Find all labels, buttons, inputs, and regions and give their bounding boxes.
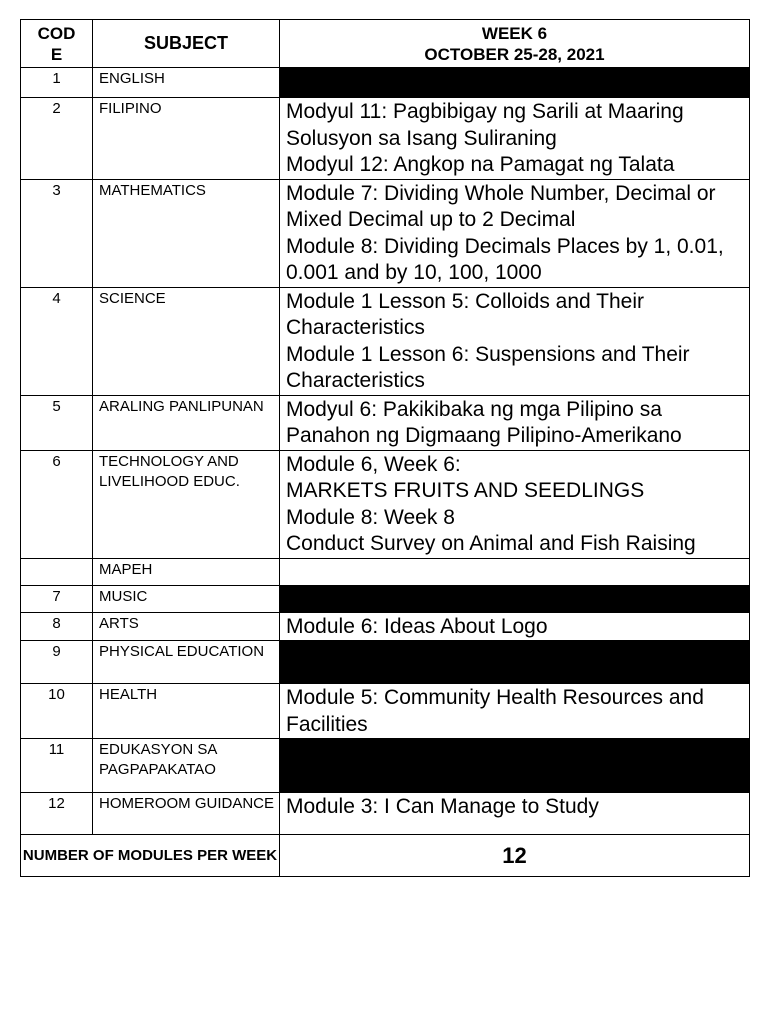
redacted-module-cell [280,585,750,612]
module-entry: MARKETS FRUITS AND SEEDLINGS [286,479,645,502]
row-modules [280,179,750,287]
table-row [21,793,750,835]
subject-rows [21,68,750,835]
table-row [21,98,750,180]
row-subject: HEALTH [93,684,280,739]
week-header [280,20,750,68]
row-subject: MAPEH [93,558,280,585]
module-entry: Module 1 Lesson 6: Suspensions and Their Characteristics [286,342,690,392]
table-row [21,558,750,585]
row-subject: ENGLISH [93,68,280,98]
module-entry: Module 5: Community Health Resources and Facilities [286,686,704,736]
row-modules [280,287,750,395]
row-modules [280,612,750,641]
row-subject: MATHEMATICS [93,179,280,287]
row-modules [280,793,750,835]
row-modules [280,98,750,180]
row-code: 4 [21,287,93,395]
table-row [21,641,750,684]
row-subject: ARTS [93,612,280,641]
row-code: 5 [21,395,93,450]
row-modules [280,684,750,739]
module-entry: Module 6: Ideas About Logo [286,614,548,638]
module-schedule-table [20,19,750,877]
module-entry: Modyul 12: Angkop na Pamagat ng Talata [286,153,675,176]
row-code: 12 [21,793,93,835]
subject-header: SUBJECT [93,20,280,68]
row-code: 1 [21,68,93,98]
redacted-module-cell [280,68,750,98]
table-row [21,287,750,395]
module-entry: Modyul 11: Pagbibigay ng Sarili at Maaring Solusyon sa Isang Suliraning [286,100,684,150]
row-subject: MUSIC [93,585,280,612]
row-subject: SCIENCE [93,287,280,395]
row-code: 6 [21,450,93,558]
header-row [21,20,750,68]
week-dates: OCTOBER 25-28, 2021 [424,44,605,64]
row-subject: PHYSICAL EDUCATION [93,641,280,684]
module-entry: Modyul 6: Pakikibaka ng mga Pilipino sa Panahon ng Digmaang Pilipino-Amerikano [286,397,682,447]
module-entry: Module 8: Dividing Decimals Places by 1, 0.01, 0.001 and by 10, 100, 1000 [286,234,724,284]
redacted-module-cell [280,641,750,684]
row-subject: TECHNOLOGY AND LIVELIHOOD EDUC. [93,450,280,558]
row-code: 7 [21,585,93,612]
module-entry: Module 1 Lesson 5: Colloids and Their Characteristics [286,289,644,339]
module-entry: Module 6, Week 6: [286,452,461,476]
row-modules [280,558,750,585]
table-row [21,585,750,612]
table-row [21,612,750,641]
row-subject: FILIPINO [93,98,280,180]
modules-per-week-label: NUMBER OF MODULES PER WEEK [21,835,280,877]
row-code: 8 [21,612,93,641]
row-code: 11 [21,739,93,793]
row-subject: HOMEROOM GUIDANCE [93,793,280,835]
modules-per-week-total: 12 [280,835,750,877]
redacted-module-cell [280,739,750,793]
row-modules [280,395,750,450]
row-subject: EDUKASYON SA PAGPAPAKATAO [93,739,280,793]
week-label: WEEK 6 [481,23,548,43]
table-row [21,450,750,558]
row-modules [280,450,750,558]
row-subject: ARALING PANLIPUNAN [93,395,280,450]
module-entry: Module 8: Week 8 [286,505,455,529]
module-entry: Conduct Survey on Animal and Fish Raising [286,532,696,555]
row-code: 9 [21,641,93,684]
footer-row [21,835,750,877]
table-row [21,684,750,739]
row-code: 2 [21,98,93,180]
row-code: 10 [21,684,93,739]
module-entry: Module 7: Dividing Whole Number, Decimal or Mixed Decimal up to 2 Decimal [286,181,716,231]
table-row [21,395,750,450]
table-row [21,739,750,793]
module-entry: Module 3: I Can Manage to Study [286,795,599,818]
table-row [21,179,750,287]
row-code [21,558,93,585]
row-code: 3 [21,179,93,287]
table-row [21,68,750,98]
code-header: COD E [21,20,93,68]
